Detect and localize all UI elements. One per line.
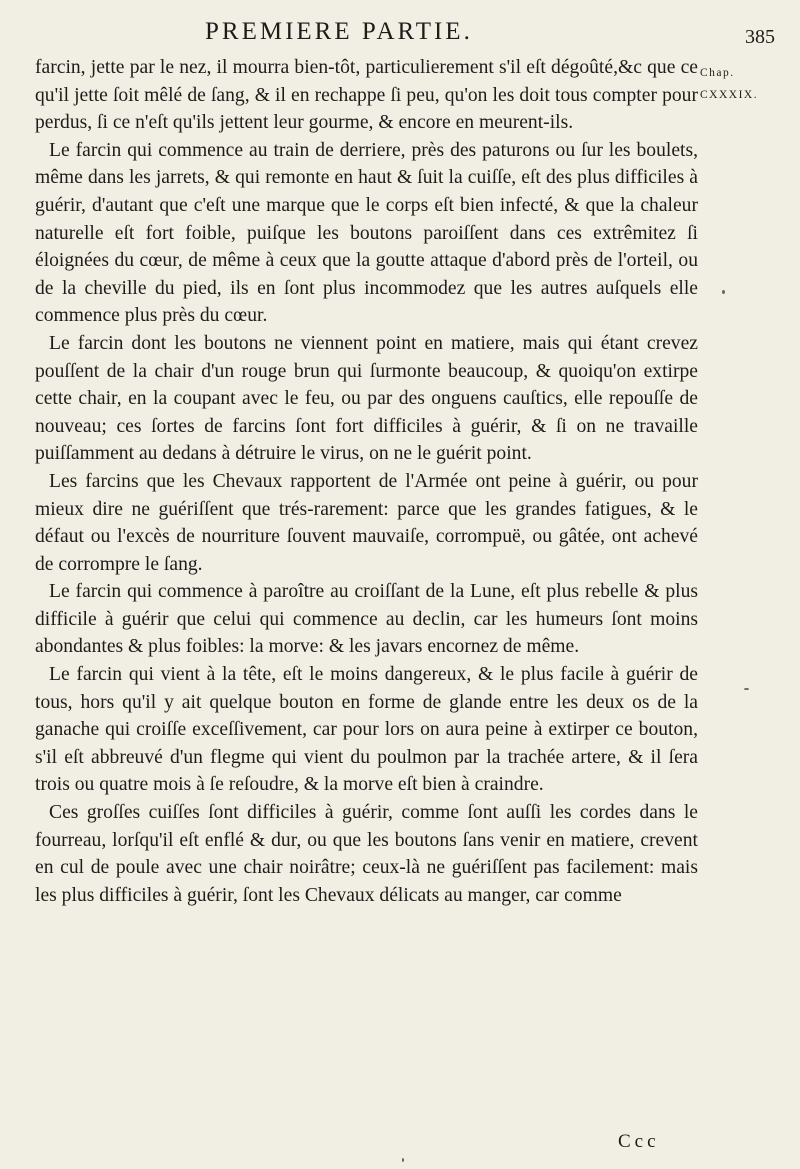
page-number: 385 bbox=[745, 26, 775, 48]
signature-mark: Ccc bbox=[618, 1131, 660, 1152]
ink-speck bbox=[744, 688, 749, 690]
running-title: PREMIERE PARTIE. bbox=[205, 18, 473, 45]
chapter-number: CXXXIX. bbox=[700, 89, 759, 101]
body-text bbox=[35, 54, 698, 909]
paragraph-6: Le farcin qui vient à la tête, eſt le moins dangereux, & le plus facile à guérir de tous, hors qu'il y ait quelque bouton en forme de glande entre les deux os de la ganache qui croiſſe exceſſivement, car pour lors on aura peine à extirper ce bouton, s'il eſt abbreuvé d'un flegme qui vient du poulmon par la trachée artere, & il ſera trois ou quatre mois à ſe reſoudre, & la morve eſt bien à craindre. bbox=[35, 664, 698, 796]
ink-speck bbox=[402, 1158, 404, 1162]
ink-speck bbox=[722, 290, 725, 294]
paragraph-1: farcin, jette par le nez, il mourra bien-tôt, particulierement s'il eſt dégoûté,&c que ce qu'il jette ſoit mêlé de ſang, & il en rechappe ſi peu, qu'on les doit tous compter pour perdus, ſi ce n'eſt qu'ils jettent leur gourme, & encore en meurent-ils. bbox=[35, 57, 698, 134]
paragraph-5: Le farcin qui commence à paroître au croiſſant de la Lune, eſt plus rebelle & plus difficile à guérir que celui qui commence au declin, car les humeurs ſont moins abondantes & plus foibles: la morve: & les javars encornez de même. bbox=[35, 581, 698, 658]
paragraph-4: Les farcins que les Chevaux rapportent de l'Armée ont peine à guérir, ou pour mieux dire ne guériſſent que trés-rarement: parce que les grandes fatigues, & le défaut ou l'excès de nourriture ſouvent mauvaiſe, corrompuë, ou gâtée, ont achevé de corrompre le ſang. bbox=[35, 470, 698, 575]
paragraph-3: Le farcin dont les boutons ne viennent point en matiere, mais qui étant crevez pouſſent de la chair d'un rouge brun qui ſurmonte beaucoup, & quoiqu'on extirpe cette chair, en la coupant avec le feu, ou par des onguens cauſtics, elle repouſſe de nouveau; ces ſortes de farcins ſont fort difficiles à guérir, & ſi on ne travaille puiſſamment au dedans à détruire le virus, on ne le guérit point. bbox=[35, 332, 698, 465]
chapter-label: Chap. bbox=[700, 67, 735, 79]
paragraph-7: Ces groſſes cuiſſes ſont difficiles à guérir, comme ſont auſſi les cordes dans le fourreau, lorſqu'il eſt enflé & dur, ou que les boutons ſans venir en matiere, crevent en cul de poule avec une chair noirâtre; ceux-là ne guériſſent pas facilement: mais les plus difficiles à guérir, ſont les Chevaux délicats au manger, car comme bbox=[35, 802, 698, 906]
paragraph-2: Le farcin qui commence au train de derriere, près des paturons ou ſur les boulets, même dans les jarrets, & qui remonte en haut & ſuit la cuiſſe, eſt des plus difficiles à guérir, d'autant que c'eſt une marque que le corps eſt bien infecté, & que la chaleur naturelle eſt fort foible, puiſque les boutons paroiſſent dans ces extrêmitez ſi éloignées du cœur, de même à ceux que la goutte attaque d'abord près de l'orteil, ou de la cheville du pied, ils en ſont plus incommodez que les autres auſquels elle commence plus près du cœur. bbox=[35, 139, 698, 327]
chapter-marginal-note bbox=[700, 62, 760, 106]
